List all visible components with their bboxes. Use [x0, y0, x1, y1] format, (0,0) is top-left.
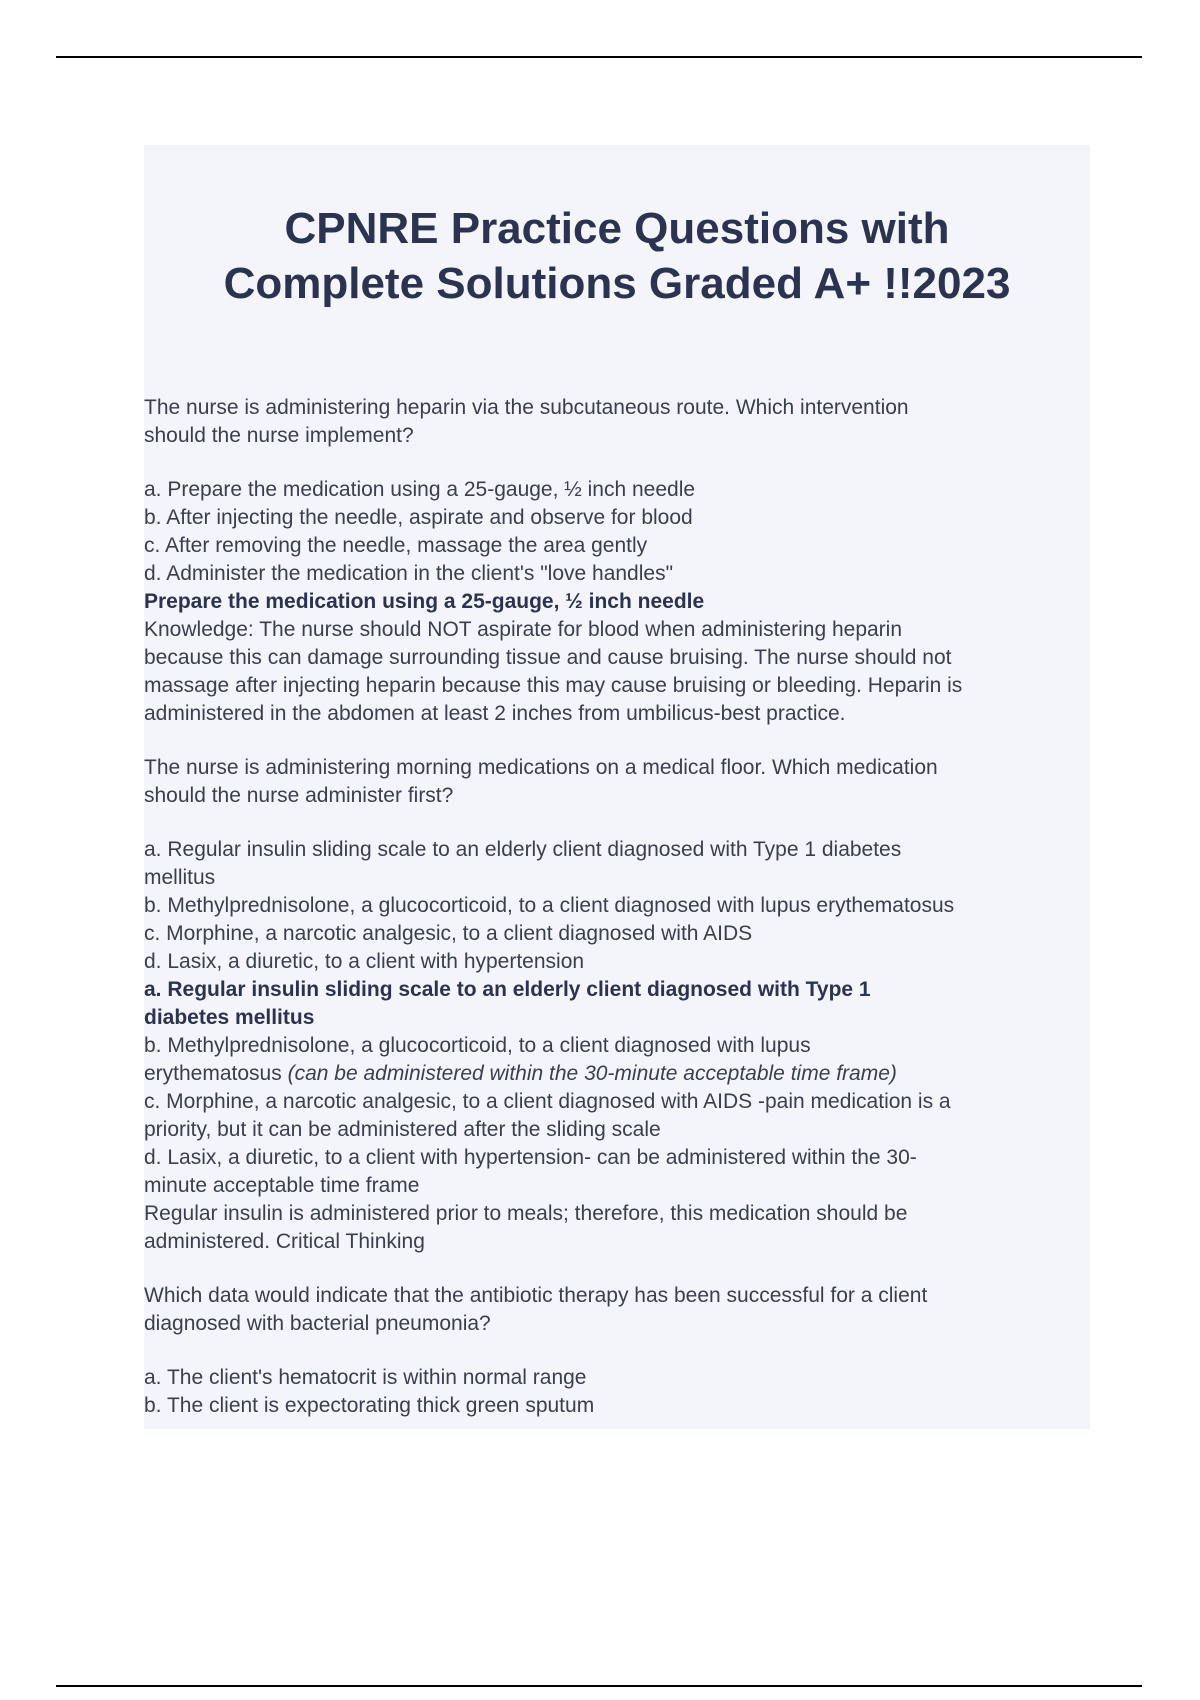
correct-answer: Prepare the medication using a 25-gauge, ½ inch needle	[144, 590, 705, 613]
rationale-text	[144, 1060, 1090, 1088]
answer-option: a. Regular insulin sliding scale to an elderly client diagnosed with Type 1 diabetes	[144, 838, 902, 861]
answer-option: b. Methylprednisolone, a glucocorticoid, to a client diagnosed with lupus erythematosus	[144, 894, 955, 917]
top-rule	[56, 56, 1142, 58]
answer-option: b. The client is expectorating thick green sputum	[144, 1394, 595, 1417]
rationale-note: (can be administered within the 30-minute acceptable time frame)	[287, 1062, 897, 1085]
rationale-text: minute acceptable time frame	[144, 1174, 420, 1197]
answer-option: c. After removing the needle, massage the area gently	[144, 534, 648, 557]
answer-option: d. Lasix, a diuretic, to a client with hypertension	[144, 950, 585, 973]
question-3	[144, 1282, 1090, 1420]
rationale-text: administered. Critical Thinking	[144, 1230, 425, 1253]
question-text: The nurse is administering heparin via the subcutaneous route. Which intervention	[144, 396, 909, 419]
correct-answer: diabetes mellitus	[144, 1006, 315, 1029]
document-title	[144, 201, 1090, 311]
rationale-text: priority, but it can be administered after the sliding scale	[144, 1118, 661, 1141]
answer-option: c. Morphine, a narcotic analgesic, to a client diagnosed with AIDS	[144, 922, 753, 945]
question-text: The nurse is administering morning medications on a medical floor. Which medication	[144, 756, 938, 779]
explanation-text: massage after injecting heparin because this may cause bruising or bleeding. Heparin is	[144, 674, 963, 697]
answer-option: mellitus	[144, 866, 216, 889]
explanation-text: because this can damage surrounding tissue and cause bruising. The nurse should not	[144, 646, 952, 669]
rationale-text: d. Lasix, a diuretic, to a client with hypertension- can be administered within the 30-	[144, 1146, 917, 1169]
question-text: diagnosed with bacterial pneumonia?	[144, 1312, 491, 1335]
title-line-2: Complete Solutions Graded A+ !!2023	[223, 259, 1011, 308]
answer-option: b. After injecting the needle, aspirate and observe for blood	[144, 506, 693, 529]
bottom-rule	[56, 1685, 1142, 1687]
rationale-plain: erythematosus	[144, 1062, 288, 1085]
correct-answer: a. Regular insulin sliding scale to an elderly client diagnosed with Type 1	[144, 978, 871, 1001]
answer-option: d. Administer the medication in the client's "love handles"	[144, 562, 674, 585]
rationale-text: b. Methylprednisolone, a glucocorticoid, to a client diagnosed with lupus	[144, 1034, 811, 1057]
question-1	[144, 394, 1090, 728]
document-body	[144, 394, 1090, 1420]
document-page	[144, 145, 1090, 1429]
question-text: Which data would indicate that the antibiotic therapy has been successful for a client	[144, 1284, 928, 1307]
explanation-text: Knowledge: The nurse should NOT aspirate for blood when administering heparin	[144, 618, 903, 641]
rationale-text: c. Morphine, a narcotic analgesic, to a client diagnosed with AIDS -pain medication is a	[144, 1090, 951, 1113]
explanation-text: administered in the abdomen at least 2 inches from umbilicus-best practice.	[144, 702, 846, 725]
answer-option: a. Prepare the medication using a 25-gauge, ½ inch needle	[144, 478, 696, 501]
answer-option: a. The client's hematocrit is within normal range	[144, 1366, 587, 1389]
question-text: should the nurse implement?	[144, 424, 414, 447]
title-line-1: CPNRE Practice Questions with	[284, 204, 950, 253]
question-2	[144, 754, 1090, 1256]
question-text: should the nurse administer first?	[144, 784, 454, 807]
rationale-text: Regular insulin is administered prior to meals; therefore, this medication should be	[144, 1202, 908, 1225]
